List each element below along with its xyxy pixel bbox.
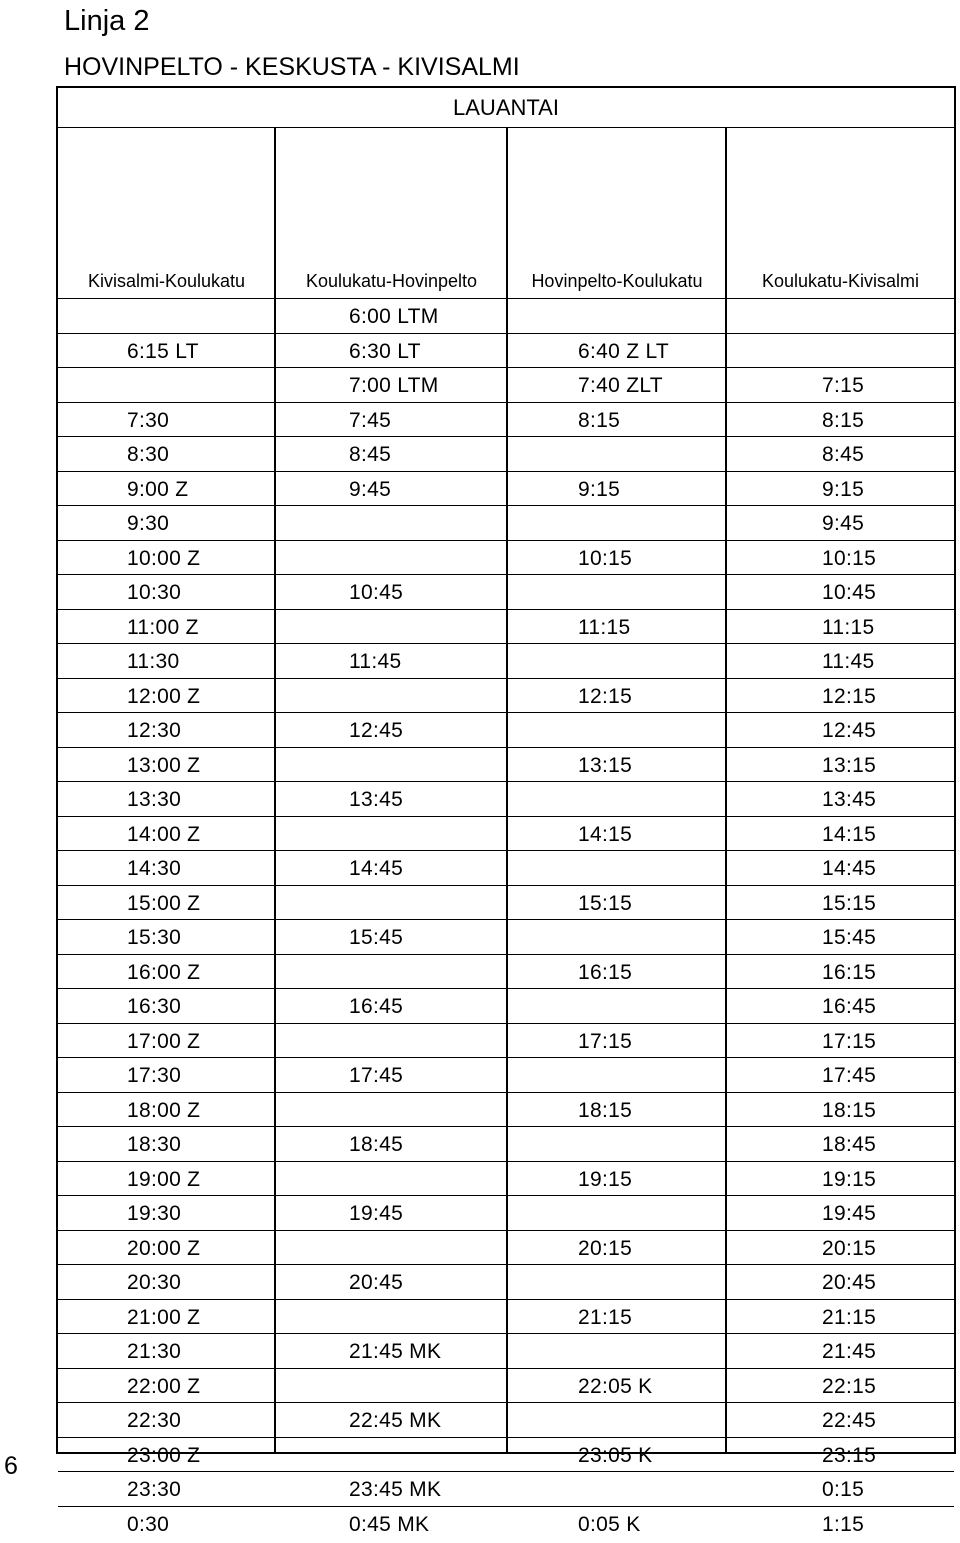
departure-time: 20:45 xyxy=(349,1271,404,1294)
departure-time: 13:30 xyxy=(127,788,182,811)
departure-time: 17:30 xyxy=(127,1064,182,1087)
departure-time: 7:15 xyxy=(822,374,865,397)
departure-time: 15:15 xyxy=(822,891,877,915)
departure-time: 6:00 LTM xyxy=(349,305,439,328)
table-row xyxy=(58,1472,954,1507)
departure-time: 16:15 xyxy=(822,960,877,984)
table-row xyxy=(58,1162,954,1197)
column-header: Kivisalmi-Koulukatu xyxy=(58,128,275,299)
departure-time: 15:30 xyxy=(127,926,182,949)
departure-time: 11:15 xyxy=(578,615,631,639)
departure-time: 15:15 xyxy=(578,891,633,915)
departure-time: 8:30 xyxy=(127,443,170,466)
departure-time: 22:45 MK xyxy=(349,1409,442,1432)
departure-time: 8:45 xyxy=(349,443,392,466)
departure-time: 14:45 xyxy=(349,857,404,880)
departure-time: 18:45 xyxy=(349,1133,404,1156)
departure-time: 13:15 xyxy=(578,753,633,777)
departure-time: 12:45 xyxy=(349,719,404,742)
table-row xyxy=(58,1058,954,1093)
departure-time: 7:40 ZLT xyxy=(578,374,663,397)
table-row xyxy=(58,1127,954,1162)
table-row xyxy=(58,748,954,783)
table-row xyxy=(58,1231,954,1266)
day-header: LAUANTAI xyxy=(58,88,954,128)
table-row xyxy=(58,851,954,886)
table-row xyxy=(58,437,954,472)
table-row xyxy=(58,1024,954,1059)
table-row xyxy=(58,472,954,507)
line-title: Linja 2 xyxy=(64,5,150,37)
departure-time: 21:45 xyxy=(822,1340,877,1363)
departure-time: 11:45 xyxy=(822,650,875,673)
departure-time: 19:45 xyxy=(822,1202,877,1225)
departure-time: 9:45 xyxy=(822,512,865,535)
departure-time: 1:15 xyxy=(822,1512,865,1536)
departure-time: 17:15 xyxy=(578,1029,633,1053)
departure-time: 0:30 xyxy=(127,1512,170,1536)
column-header: Koulukatu-Hovinpelto xyxy=(276,128,507,299)
departure-time: 19:45 xyxy=(349,1202,404,1225)
departure-time: 16:45 xyxy=(349,995,404,1018)
departure-time: 13:00 Z xyxy=(127,753,201,777)
departure-time: 20:15 xyxy=(822,1236,877,1260)
departure-time: 17:45 xyxy=(349,1064,404,1087)
route-name: HOVINPELTO - KESKUSTA - KIVISALMI xyxy=(64,53,520,81)
departure-time: 18:30 xyxy=(127,1133,182,1156)
departure-time: 14:15 xyxy=(822,822,877,846)
departure-time: 21:15 xyxy=(822,1305,877,1329)
departure-time: 16:15 xyxy=(578,960,633,984)
table-row xyxy=(58,886,954,921)
departure-time: 10:15 xyxy=(578,546,633,570)
table-row xyxy=(58,955,954,990)
departure-time: 19:00 Z xyxy=(127,1167,201,1191)
departure-time: 21:00 Z xyxy=(127,1305,201,1329)
column-header: Koulukatu-Kivisalmi xyxy=(727,128,954,299)
departure-time: 21:45 MK xyxy=(349,1340,442,1363)
departure-time: 22:00 Z xyxy=(127,1374,201,1398)
departure-time: 21:30 xyxy=(127,1340,182,1363)
departure-time: 7:45 xyxy=(349,408,392,432)
departure-time: 8:15 xyxy=(822,408,865,432)
departure-time: 0:15 xyxy=(822,1478,865,1501)
table-row xyxy=(58,1438,954,1473)
departure-time: 8:45 xyxy=(822,443,865,466)
departure-time: 9:00 Z xyxy=(127,477,189,501)
departure-time: 16:45 xyxy=(822,995,877,1018)
departure-time: 0:45 MK xyxy=(349,1512,430,1536)
departure-time: 13:45 xyxy=(822,788,877,811)
departure-time: 23:45 MK xyxy=(349,1478,442,1501)
departure-time: 9:15 xyxy=(578,477,621,501)
departure-time: 14:15 xyxy=(578,822,633,846)
departure-time: 10:30 xyxy=(127,581,182,604)
departure-time: 23:30 xyxy=(127,1478,182,1501)
table-row xyxy=(58,610,954,645)
departure-time: 10:45 xyxy=(349,581,404,604)
departure-time: 10:45 xyxy=(822,581,877,604)
departure-time: 12:15 xyxy=(578,684,633,708)
departure-time: 13:45 xyxy=(349,788,404,811)
table-row xyxy=(58,1265,954,1300)
departure-time: 20:00 Z xyxy=(127,1236,201,1260)
departure-time: 11:30 xyxy=(127,650,180,673)
table-row xyxy=(58,679,954,714)
table-row xyxy=(58,575,954,610)
departure-time: 23:00 Z xyxy=(127,1443,201,1467)
departure-time: 6:30 LT xyxy=(349,339,421,363)
departure-time: 0:05 K xyxy=(578,1512,641,1536)
table-row xyxy=(58,1093,954,1128)
departure-time: 11:00 Z xyxy=(127,615,199,639)
departure-time: 14:30 xyxy=(127,857,182,880)
departure-time: 10:00 Z xyxy=(127,546,201,570)
departure-time: 21:15 xyxy=(578,1305,633,1329)
departure-time: 17:45 xyxy=(822,1064,877,1087)
departure-time: 15:00 Z xyxy=(127,891,201,915)
departure-time: 9:45 xyxy=(349,477,392,501)
departure-time: 17:00 Z xyxy=(127,1029,201,1053)
departure-time: 23:05 K xyxy=(578,1443,653,1467)
departure-time: 22:05 K xyxy=(578,1374,653,1398)
departure-time: 6:40 Z LT xyxy=(578,339,670,363)
departure-time: 18:00 Z xyxy=(127,1098,201,1122)
departure-time: 9:30 xyxy=(127,512,170,535)
departure-time: 11:45 xyxy=(349,650,402,673)
departure-time: 23:15 xyxy=(822,1443,877,1467)
table-row xyxy=(58,644,954,679)
page-number: 6 xyxy=(4,1452,18,1480)
departure-time: 9:15 xyxy=(822,477,865,501)
departure-time: 19:30 xyxy=(127,1202,182,1225)
departure-time: 18:15 xyxy=(822,1098,877,1122)
table-row xyxy=(58,1369,954,1404)
table-row xyxy=(58,713,954,748)
table-row xyxy=(58,920,954,955)
departure-time: 7:00 LTM xyxy=(349,374,439,397)
table-row xyxy=(58,368,954,403)
departure-time: 19:15 xyxy=(578,1167,633,1191)
departure-time: 8:15 xyxy=(578,408,621,432)
departure-time: 18:45 xyxy=(822,1133,877,1156)
departure-time: 13:15 xyxy=(822,753,877,777)
table-row xyxy=(58,1196,954,1231)
departure-time: 11:15 xyxy=(822,615,875,639)
table-row xyxy=(58,1334,954,1369)
departure-time: 15:45 xyxy=(349,926,404,949)
table-row xyxy=(58,506,954,541)
departure-time: 16:00 Z xyxy=(127,960,201,984)
departure-time: 17:15 xyxy=(822,1029,877,1053)
table-row xyxy=(58,1403,954,1438)
departure-time: 12:15 xyxy=(822,684,877,708)
table-row xyxy=(58,1300,954,1335)
departure-time: 12:30 xyxy=(127,719,182,742)
departure-time: 14:45 xyxy=(822,857,877,880)
departure-time: 22:15 xyxy=(822,1374,877,1398)
table-row xyxy=(58,334,954,369)
column-header: Hovinpelto-Koulukatu xyxy=(508,128,726,299)
timetable xyxy=(56,86,956,1536)
departure-time: 7:30 xyxy=(127,408,170,432)
departure-time: 22:30 xyxy=(127,1409,182,1432)
departure-time: 22:45 xyxy=(822,1409,877,1432)
table-row xyxy=(58,299,954,334)
departure-time: 19:15 xyxy=(822,1167,877,1191)
departure-time: 12:00 Z xyxy=(127,684,201,708)
table-row xyxy=(58,541,954,576)
table-row xyxy=(58,403,954,438)
departure-time: 20:30 xyxy=(127,1271,182,1294)
departure-time: 20:45 xyxy=(822,1271,877,1294)
table-row xyxy=(58,989,954,1024)
table-row xyxy=(58,817,954,852)
departure-time: 14:00 Z xyxy=(127,822,201,846)
table-row xyxy=(58,782,954,817)
departure-time: 6:15 LT xyxy=(127,339,199,363)
departure-time: 16:30 xyxy=(127,995,182,1018)
departure-time: 10:15 xyxy=(822,546,877,570)
departure-time: 18:15 xyxy=(578,1098,633,1122)
departure-time: 20:15 xyxy=(578,1236,633,1260)
departure-time: 15:45 xyxy=(822,926,877,949)
departure-time: 12:45 xyxy=(822,719,877,742)
table-row xyxy=(58,1507,954,1542)
